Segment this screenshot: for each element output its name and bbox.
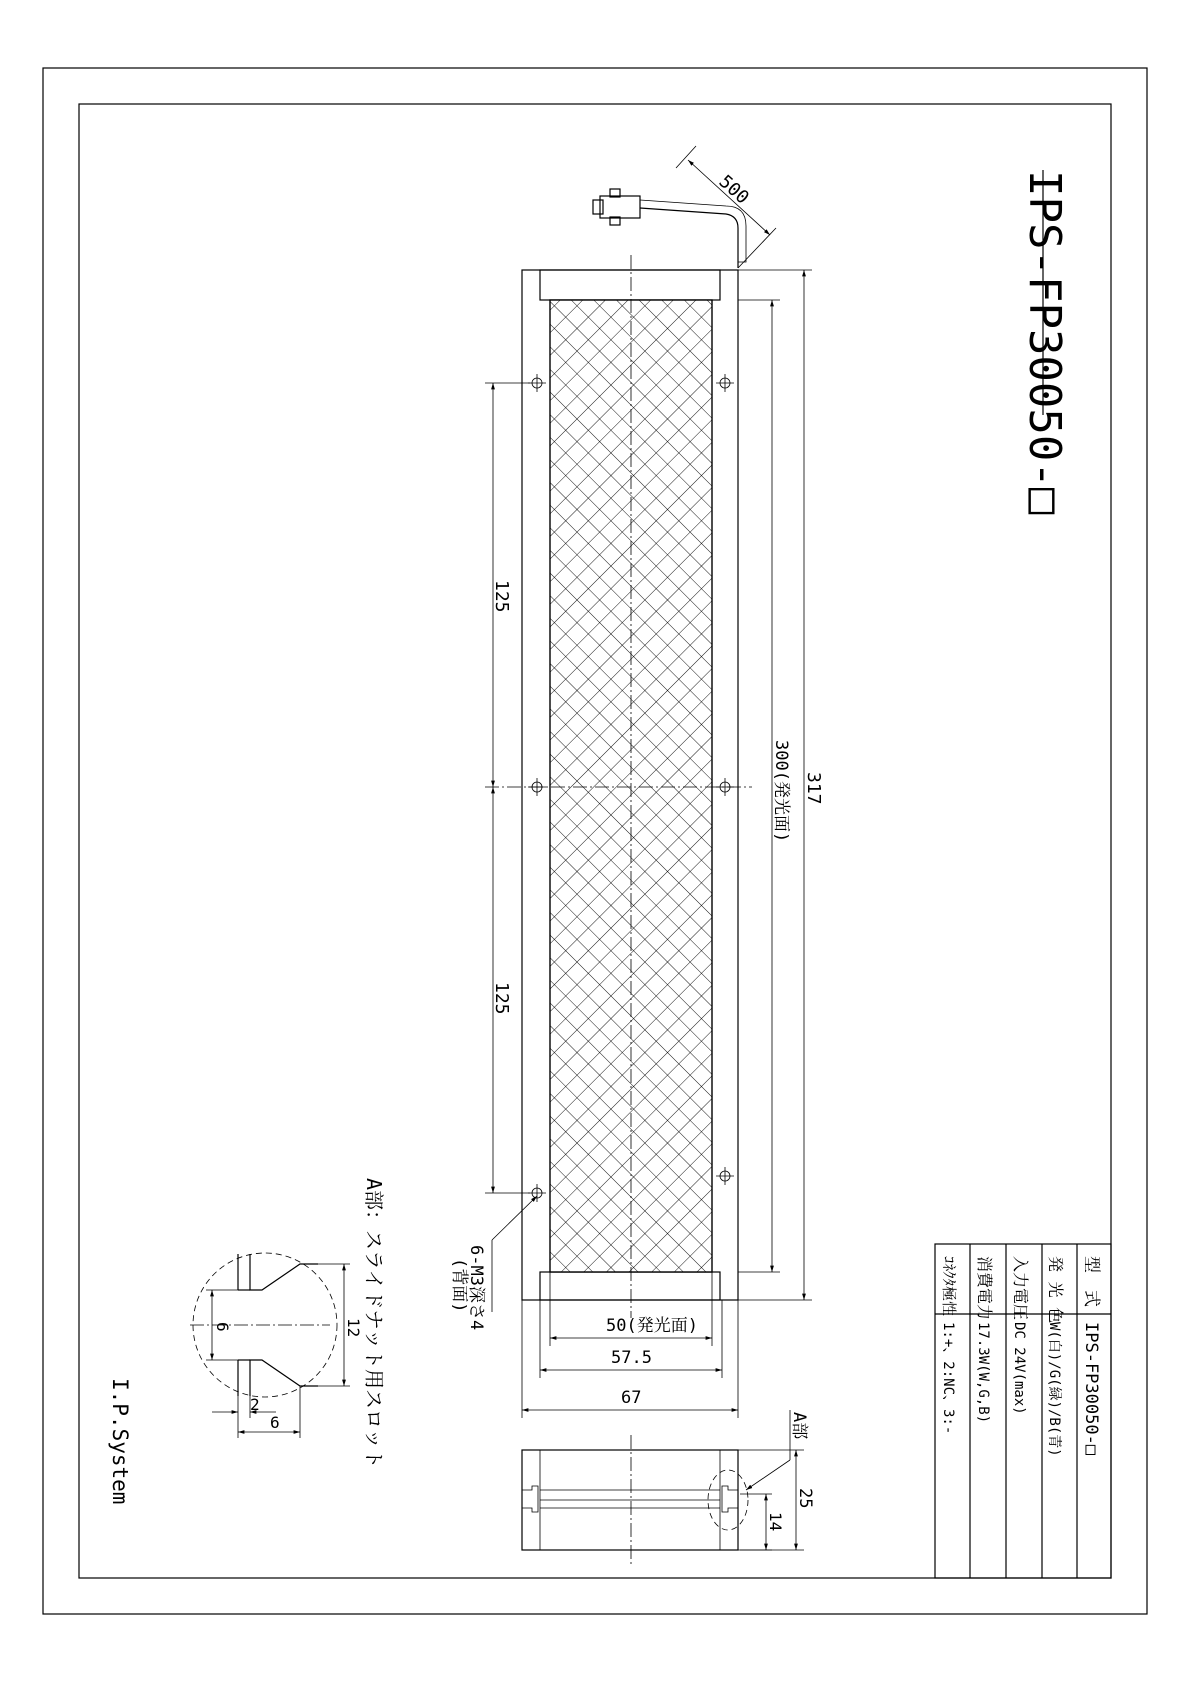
spec-value-2: DC 24V(max) <box>1011 1322 1027 1415</box>
spec-row-4 <box>940 1256 958 1434</box>
spec-label-1: 発 光 色 <box>1046 1256 1065 1324</box>
spec-row-0 <box>1081 1256 1101 1456</box>
front-view <box>485 189 752 1318</box>
spec-label-4: ｺﾈｸﾀ極性 <box>940 1256 958 1317</box>
a-part-label: A部 <box>789 1412 809 1440</box>
title-group <box>1019 170 1070 515</box>
side-view-drawn <box>522 1435 748 1565</box>
dim-inner-width: 57.5 <box>611 1348 652 1368</box>
dim-cable: 500 <box>714 171 753 209</box>
drawing-title: IPS-FP30050-□ <box>1019 170 1070 515</box>
spec-label-2: 入力電圧 <box>1011 1256 1030 1321</box>
dim-total-width: 67 <box>621 1388 642 1408</box>
dim-total-length: 317 <box>803 772 824 805</box>
spec-label-3: 消費電力 <box>975 1256 994 1321</box>
height-dimensions <box>738 1450 815 1550</box>
company-group <box>108 1378 132 1504</box>
dim-detail-gap: 6 <box>213 1322 232 1332</box>
cable <box>640 208 738 268</box>
hole-note-1: 6-M3深さ4 <box>466 1245 486 1331</box>
pitch-dimensions <box>485 383 530 1193</box>
slot-note-group <box>362 1178 386 1469</box>
dim-pitch-bottom: 125 <box>491 982 512 1015</box>
length-dimensions <box>738 270 824 1300</box>
dim-detail-neck: 2 <box>250 1395 260 1414</box>
spec-value-0: IPS-FP30050-□ <box>1081 1322 1101 1456</box>
dim-detail-slot: 12 <box>344 1318 363 1338</box>
hole-callout <box>449 1196 537 1330</box>
spec-value-3: 17.3W(W,G,B) <box>975 1322 991 1424</box>
spec-row-1 <box>1046 1256 1065 1457</box>
spec-label-0: 型 式 <box>1081 1256 1101 1307</box>
company-name: I.P.System <box>108 1378 132 1505</box>
dim-detail-width: 6 <box>270 1413 280 1432</box>
width-dimensions <box>522 1272 738 1418</box>
detail-a <box>190 1253 363 1438</box>
dim-height: 25 <box>795 1488 815 1509</box>
spec-value-1: W(白)/G(緑)/B(青) <box>1046 1322 1062 1457</box>
dim-slot-depth: 14 <box>766 1512 785 1532</box>
connector <box>593 189 640 225</box>
hole-note-2: (背面) <box>449 1258 469 1313</box>
end-cap-top <box>540 270 720 300</box>
dim-emit-width: 50(発光面) <box>606 1316 698 1336</box>
spec-row-3 <box>975 1256 994 1423</box>
end-cap-bottom <box>540 1272 720 1300</box>
dim-pitch-top: 125 <box>491 580 512 613</box>
cable-dimension <box>676 146 776 268</box>
spec-value-4: 1:+、2:NC、3:- <box>940 1322 956 1435</box>
slot-note: A部：スライドナット用スロット <box>362 1178 386 1469</box>
spec-row-2 <box>1011 1256 1030 1415</box>
dim-emit-length: 300(発光面) <box>771 740 791 843</box>
